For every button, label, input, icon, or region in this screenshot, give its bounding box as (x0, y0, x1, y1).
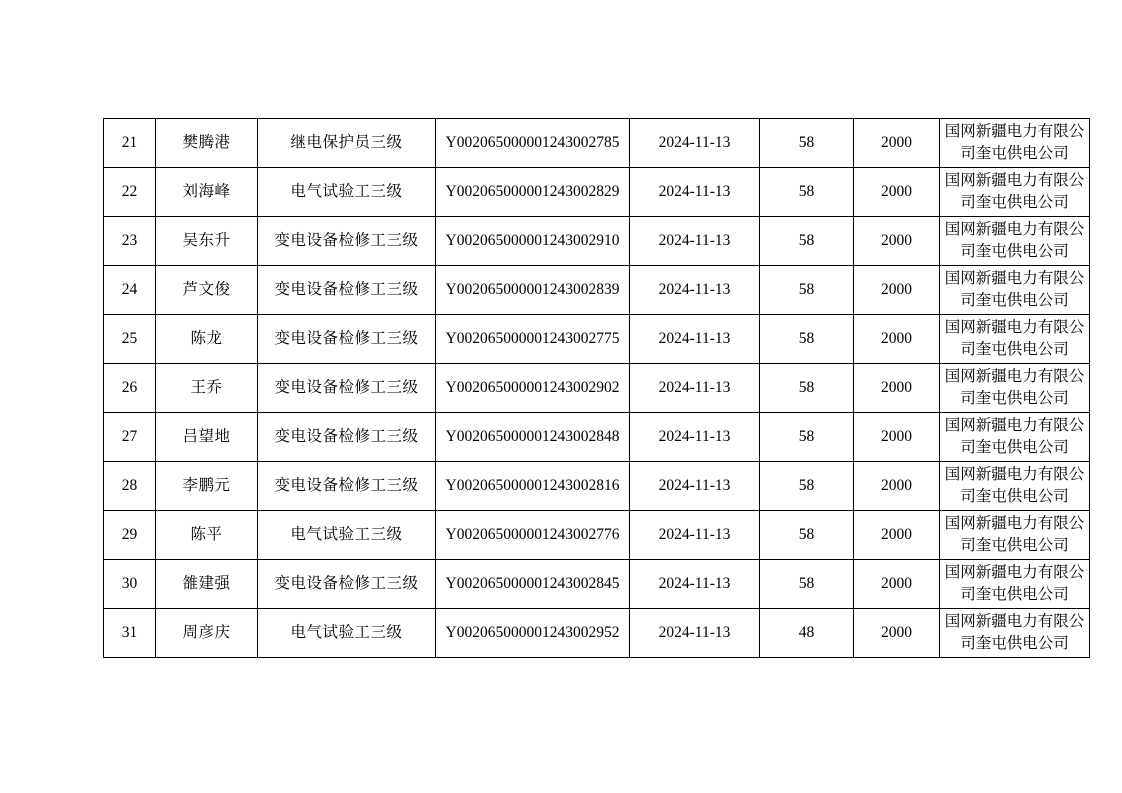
cell-qualification-title: 变电设备检修工三级 (258, 560, 436, 609)
cell-score: 58 (760, 413, 854, 462)
cell-subsidy-amount: 2000 (854, 560, 940, 609)
cell-organization: 国网新疆电力有限公司奎屯供电公司 (940, 560, 1090, 609)
cell-sequence-number: 25 (104, 315, 156, 364)
cell-organization: 国网新疆电力有限公司奎屯供电公司 (940, 364, 1090, 413)
table-row (104, 511, 1090, 560)
cell-name: 芦文俊 (156, 266, 258, 315)
cell-score: 58 (760, 266, 854, 315)
cell-qualification-title: 变电设备检修工三级 (258, 315, 436, 364)
cell-sequence-number: 27 (104, 413, 156, 462)
cell-sequence-number: 29 (104, 511, 156, 560)
certificate-subsidy-table (103, 118, 1090, 658)
cell-sequence-number: 26 (104, 364, 156, 413)
cell-organization: 国网新疆电力有限公司奎屯供电公司 (940, 217, 1090, 266)
cell-score: 58 (760, 462, 854, 511)
cell-subsidy-amount: 2000 (854, 315, 940, 364)
cell-sequence-number: 31 (104, 609, 156, 658)
cell-score: 48 (760, 609, 854, 658)
cell-score: 58 (760, 315, 854, 364)
cell-qualification-title: 变电设备检修工三级 (258, 217, 436, 266)
cell-qualification-title: 变电设备检修工三级 (258, 413, 436, 462)
table-row (104, 266, 1090, 315)
cell-name: 陈龙 (156, 315, 258, 364)
cell-organization: 国网新疆电力有限公司奎屯供电公司 (940, 511, 1090, 560)
cell-organization: 国网新疆电力有限公司奎屯供电公司 (940, 266, 1090, 315)
cell-certificate-number: Y002065000001243002848 (436, 413, 630, 462)
cell-subsidy-amount: 2000 (854, 217, 940, 266)
cell-qualification-title: 变电设备检修工三级 (258, 364, 436, 413)
cell-name: 王乔 (156, 364, 258, 413)
cell-organization: 国网新疆电力有限公司奎屯供电公司 (940, 462, 1090, 511)
cell-qualification-title: 电气试验工三级 (258, 609, 436, 658)
cell-issue-date: 2024-11-13 (630, 462, 760, 511)
cell-certificate-number: Y002065000001243002775 (436, 315, 630, 364)
cell-qualification-title: 变电设备检修工三级 (258, 462, 436, 511)
table-row (104, 413, 1090, 462)
cell-sequence-number: 30 (104, 560, 156, 609)
cell-name: 陈平 (156, 511, 258, 560)
cell-sequence-number: 24 (104, 266, 156, 315)
cell-certificate-number: Y002065000001243002902 (436, 364, 630, 413)
cell-issue-date: 2024-11-13 (630, 364, 760, 413)
table-row (104, 364, 1090, 413)
cell-issue-date: 2024-11-13 (630, 315, 760, 364)
cell-name: 雒建强 (156, 560, 258, 609)
cell-issue-date: 2024-11-13 (630, 119, 760, 168)
cell-subsidy-amount: 2000 (854, 511, 940, 560)
cell-issue-date: 2024-11-13 (630, 217, 760, 266)
cell-sequence-number: 28 (104, 462, 156, 511)
certificate-subsidy-table-wrapper (103, 118, 1085, 658)
cell-organization: 国网新疆电力有限公司奎屯供电公司 (940, 168, 1090, 217)
cell-certificate-number: Y002065000001243002829 (436, 168, 630, 217)
cell-subsidy-amount: 2000 (854, 609, 940, 658)
cell-issue-date: 2024-11-13 (630, 511, 760, 560)
cell-subsidy-amount: 2000 (854, 266, 940, 315)
cell-organization: 国网新疆电力有限公司奎屯供电公司 (940, 609, 1090, 658)
cell-issue-date: 2024-11-13 (630, 413, 760, 462)
table-row (104, 119, 1090, 168)
cell-qualification-title: 变电设备检修工三级 (258, 266, 436, 315)
cell-name: 吕望地 (156, 413, 258, 462)
cell-sequence-number: 21 (104, 119, 156, 168)
cell-name: 樊腾港 (156, 119, 258, 168)
cell-issue-date: 2024-11-13 (630, 168, 760, 217)
cell-organization: 国网新疆电力有限公司奎屯供电公司 (940, 315, 1090, 364)
cell-subsidy-amount: 2000 (854, 462, 940, 511)
cell-organization: 国网新疆电力有限公司奎屯供电公司 (940, 413, 1090, 462)
cell-subsidy-amount: 2000 (854, 119, 940, 168)
cell-score: 58 (760, 119, 854, 168)
cell-sequence-number: 23 (104, 217, 156, 266)
cell-certificate-number: Y002065000001243002776 (436, 511, 630, 560)
cell-certificate-number: Y002065000001243002816 (436, 462, 630, 511)
table-row (104, 168, 1090, 217)
table-row (104, 217, 1090, 266)
cell-qualification-title: 电气试验工三级 (258, 168, 436, 217)
cell-certificate-number: Y002065000001243002910 (436, 217, 630, 266)
cell-sequence-number: 22 (104, 168, 156, 217)
cell-qualification-title: 电气试验工三级 (258, 511, 436, 560)
cell-subsidy-amount: 2000 (854, 413, 940, 462)
table-row (104, 315, 1090, 364)
cell-certificate-number: Y002065000001243002845 (436, 560, 630, 609)
cell-score: 58 (760, 560, 854, 609)
cell-name: 刘海峰 (156, 168, 258, 217)
cell-name: 李鹏元 (156, 462, 258, 511)
cell-subsidy-amount: 2000 (854, 364, 940, 413)
cell-name: 周彦庆 (156, 609, 258, 658)
cell-score: 58 (760, 364, 854, 413)
cell-certificate-number: Y002065000001243002785 (436, 119, 630, 168)
cell-score: 58 (760, 168, 854, 217)
cell-issue-date: 2024-11-13 (630, 560, 760, 609)
table-row (104, 560, 1090, 609)
table-body (104, 119, 1090, 658)
cell-certificate-number: Y002065000001243002839 (436, 266, 630, 315)
cell-qualification-title: 继电保护员三级 (258, 119, 436, 168)
cell-organization: 国网新疆电力有限公司奎屯供电公司 (940, 119, 1090, 168)
cell-issue-date: 2024-11-13 (630, 609, 760, 658)
table-row (104, 462, 1090, 511)
cell-name: 吴东升 (156, 217, 258, 266)
cell-issue-date: 2024-11-13 (630, 266, 760, 315)
cell-score: 58 (760, 511, 854, 560)
cell-score: 58 (760, 217, 854, 266)
table-row (104, 609, 1090, 658)
cell-subsidy-amount: 2000 (854, 168, 940, 217)
cell-certificate-number: Y002065000001243002952 (436, 609, 630, 658)
